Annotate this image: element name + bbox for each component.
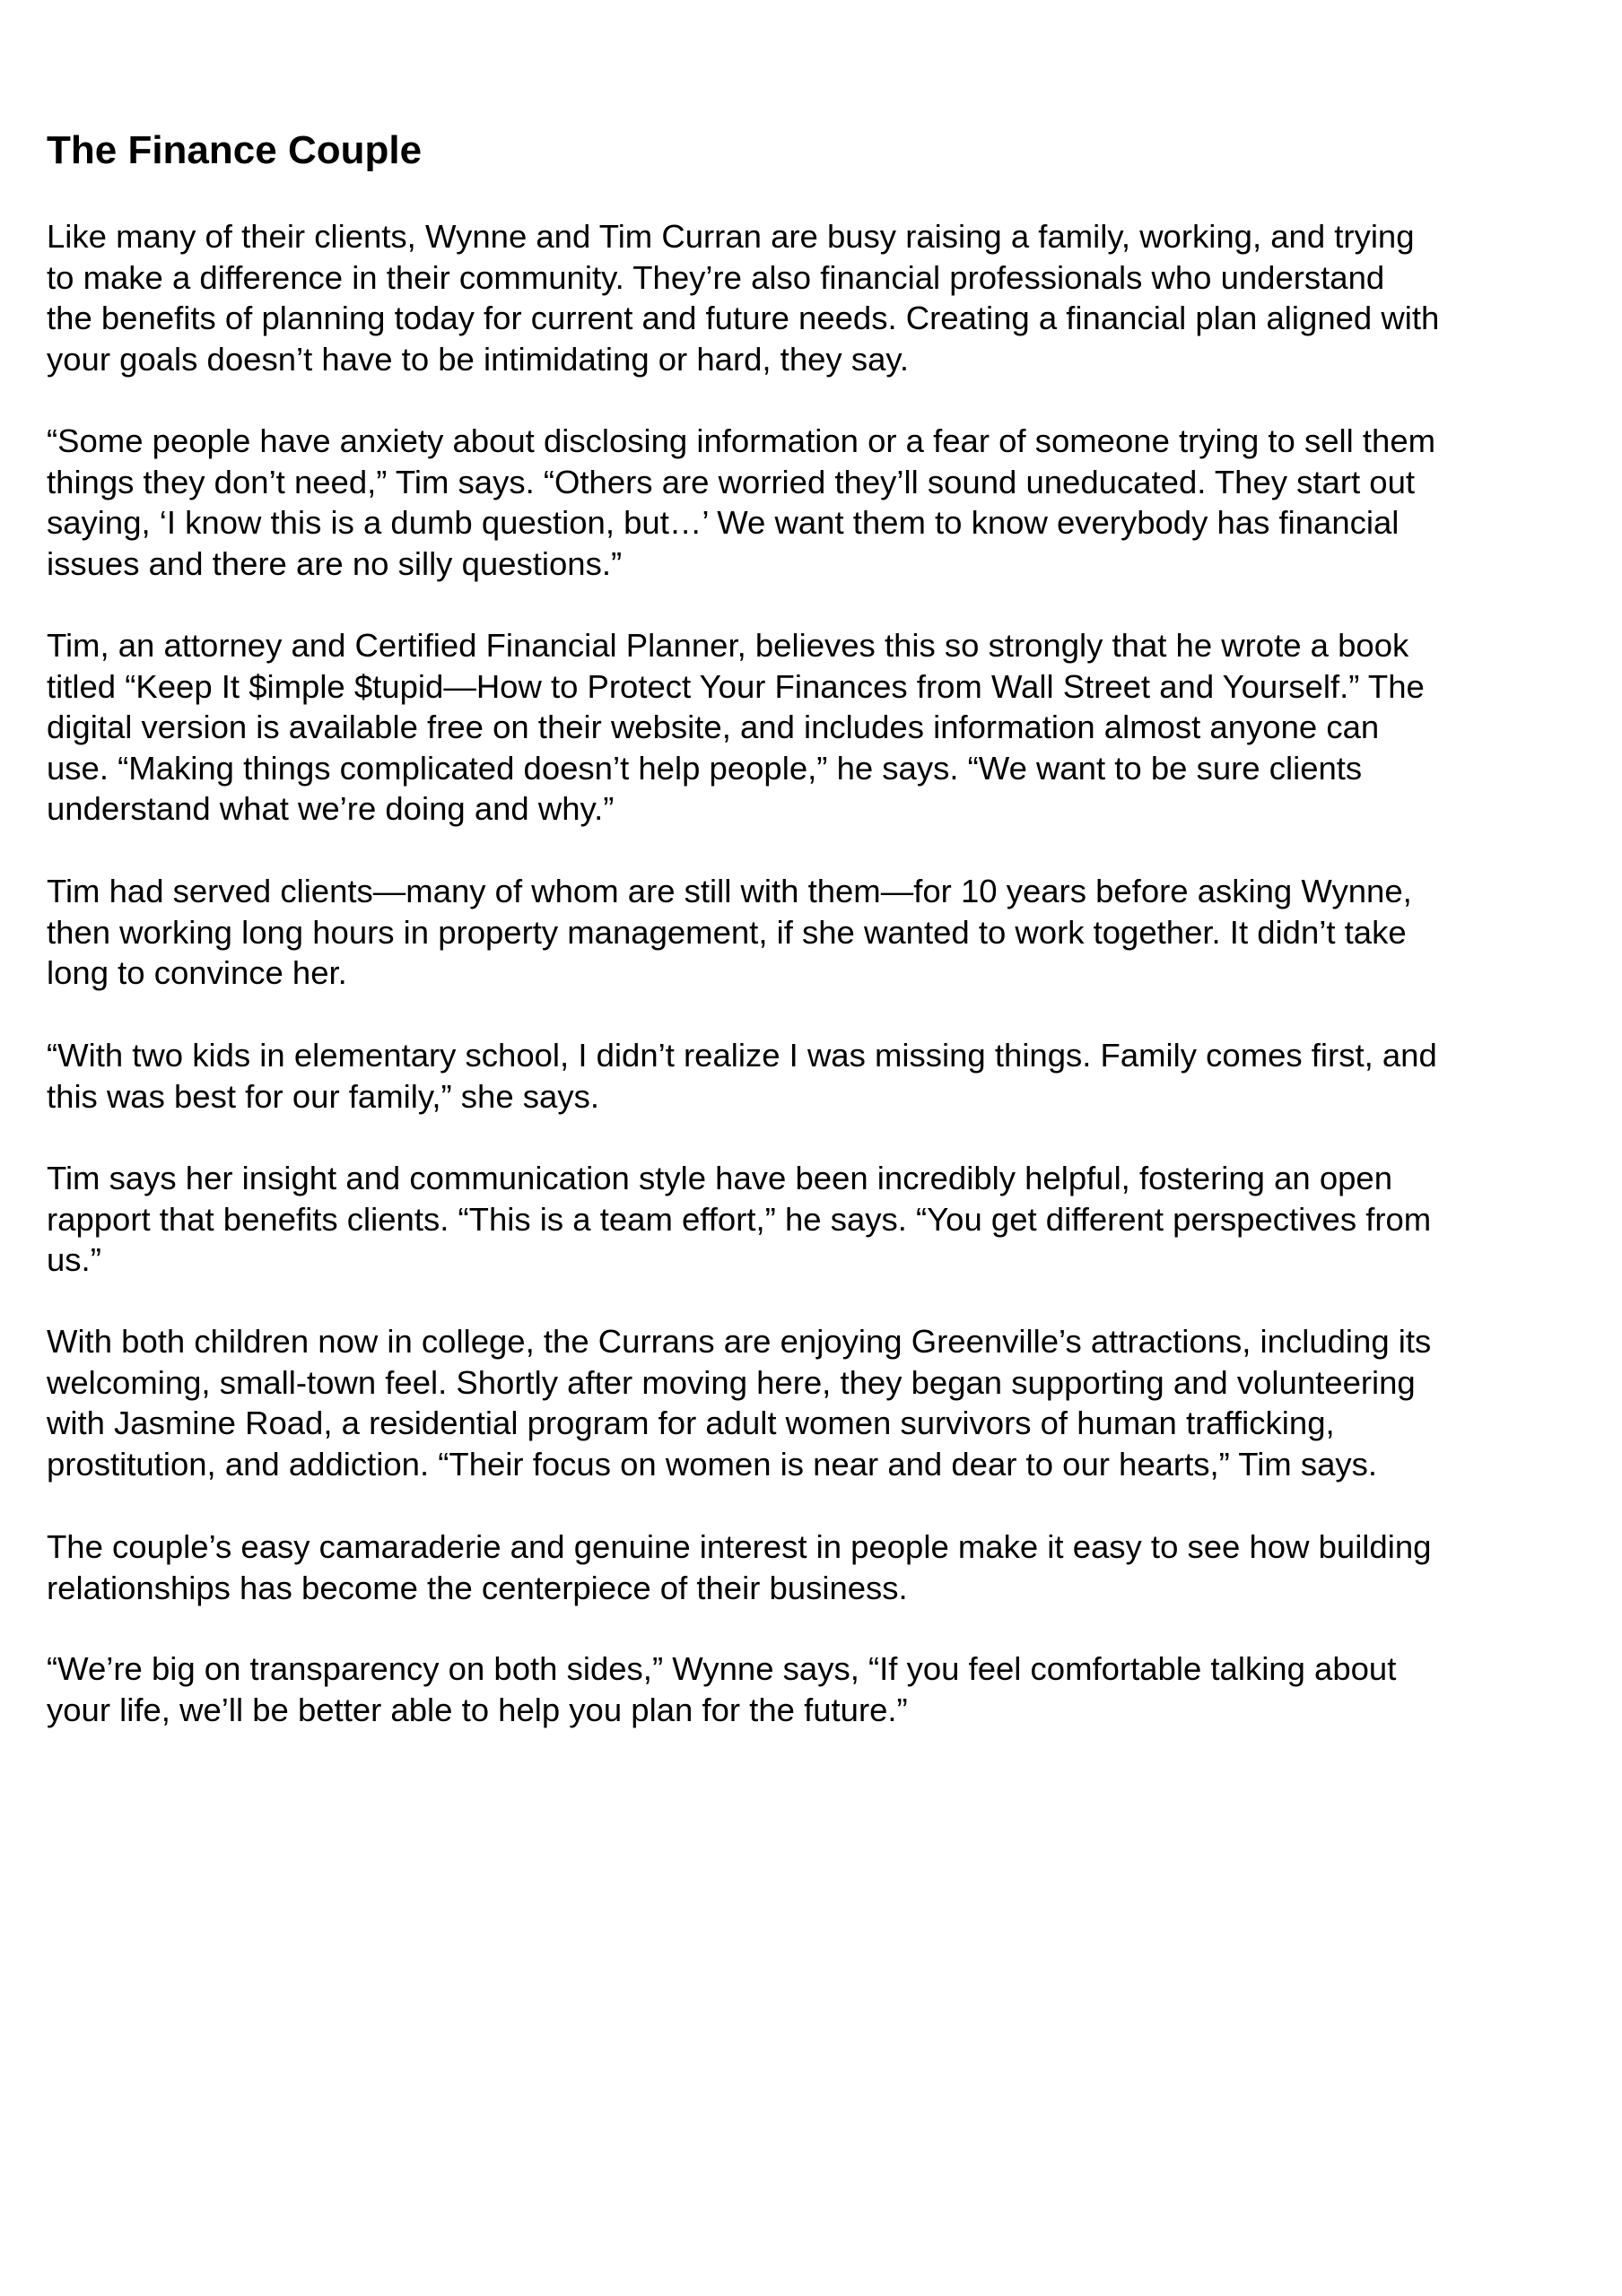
- paragraph-intro: [47, 216, 1439, 379]
- text-line: “With two kids in elementary school, I didn’t realize I was missing things. Family comes first, and: [47, 1037, 1437, 1074]
- text-line: titled “Keep It $imple $tupid—How to Protect Your Finances from Wall Street and Yourself.” The: [47, 667, 1425, 705]
- text-line: digital version is available free on their website, and includes information almost anyone can: [47, 709, 1380, 746]
- text-line: “We’re big on transparency on both sides,” Wynne says, “If you feel comfortable talking about: [47, 1650, 1397, 1687]
- text-line: The couple’s easy camaraderie and genuine interest in people make it easy to see how building: [47, 1528, 1432, 1565]
- text-line: your life, we’ll be better able to help you plan for the future.”: [47, 1691, 908, 1728]
- text-line: welcoming, small-town feel. Shortly after moving here, they began supporting and volunteering: [47, 1363, 1416, 1401]
- text-line: Tim had served clients—many of whom are still with them—for 10 years before asking Wynne,: [47, 873, 1412, 909]
- text-line: then working long hours in property management, if she wanted to work together. It didn’t take: [47, 913, 1407, 951]
- text-line: us.”: [47, 1241, 101, 1279]
- text-line: to make a difference in their community. They’re also financial professionals who understand: [47, 258, 1385, 296]
- paragraph-team-effort: [47, 1158, 1431, 1281]
- paragraph-greenville: [47, 1321, 1431, 1484]
- text-line: the benefits of planning today for current and future needs. Creating a financial plan aligned with: [47, 300, 1440, 337]
- text-line: understand what we’re doing and why.”: [47, 790, 615, 828]
- paragraph-family-quote: [47, 1035, 1437, 1117]
- text-line: saying, ‘I know this is a dumb question, but…’ We want them to know everybody has financial: [47, 504, 1400, 542]
- text-line: your goals doesn’t have to be intimidating or hard, they say.: [47, 340, 910, 378]
- text-line: issues and there are no silly questions.”: [47, 544, 623, 582]
- paragraph-anxiety-quote: [47, 421, 1435, 584]
- article-title: The Finance Couple: [47, 128, 423, 172]
- text-line: things they don’t need,” Tim says. “Others are worried they’ll sound uneducated. They start out: [47, 463, 1416, 500]
- paragraph-book: [47, 625, 1425, 830]
- text-line: Like many of their clients, Wynne and Tim Curran are busy raising a family, working, and trying: [47, 218, 1415, 255]
- text-line: this was best for our family,” she says.: [47, 1077, 599, 1115]
- paragraph-history: [47, 871, 1412, 994]
- text-line: prostitution, and addiction. “Their focus on women is near and dear to our hearts,” Tim says.: [47, 1445, 1378, 1483]
- text-line: With both children now in college, the Currans are enjoying Greenville’s attractions, including its: [47, 1323, 1432, 1360]
- text-line: rapport that benefits clients. “This is a team effort,” he says. “You get different perspectives from: [47, 1200, 1432, 1238]
- text-line: relationships has become the centerpiece of their business.: [47, 1569, 908, 1606]
- text-line: Tim says her insight and communication style have been incredibly helpful, fostering an open: [47, 1160, 1393, 1196]
- text-line: use. “Making things complicated doesn’t help people,” he says. “We want to be sure clients: [47, 749, 1363, 787]
- text-line: “Some people have anxiety about disclosing information or a fear of someone trying to sell them: [47, 422, 1436, 459]
- paragraph-transparency-quote: [47, 1648, 1396, 1730]
- paragraph-camaraderie: [47, 1526, 1431, 1608]
- text-line: long to convince her.: [47, 954, 347, 992]
- text-line: Tim, an attorney and Certified Financial Planner, believes this so strongly that he wrote a book: [47, 627, 1409, 664]
- text-line: with Jasmine Road, a residential program for adult women survivors of human trafficking,: [47, 1405, 1335, 1442]
